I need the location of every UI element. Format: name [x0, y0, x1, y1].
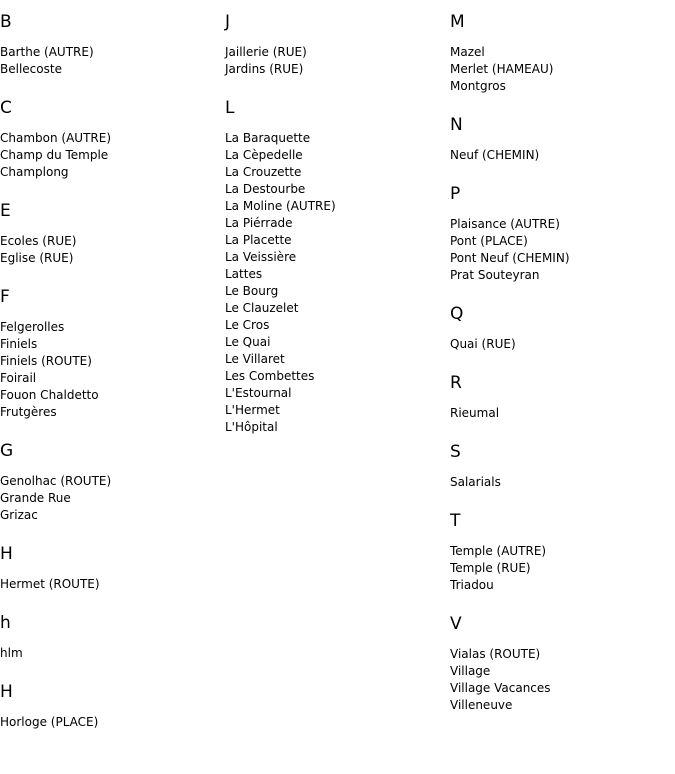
letter-group-h [0, 544, 225, 593]
street-link[interactable]: hlm [0, 646, 23, 660]
street-link[interactable]: La Moline (AUTRE) [225, 199, 336, 213]
letter-heading: Q [450, 304, 464, 324]
street-link[interactable]: Plaisance (AUTRE) [450, 217, 560, 231]
street-link[interactable]: Jaillerie (RUE) [225, 45, 307, 59]
street-link[interactable]: Jardins (RUE) [225, 62, 304, 76]
street-link[interactable]: Champ du Temple [0, 148, 109, 162]
street-link[interactable]: La Cèpedelle [225, 148, 303, 162]
street-link[interactable]: Frutgères [0, 405, 57, 419]
letter-heading: h [0, 613, 11, 633]
letter-heading: S [450, 442, 461, 462]
street-link[interactable]: Le Cros [225, 318, 270, 332]
letter-heading: H [0, 682, 13, 702]
street-link[interactable]: Fouon Chaldetto [0, 388, 99, 402]
street-link[interactable]: Rieumal [450, 406, 500, 420]
letter-group-h-second [0, 682, 225, 731]
letter-group-j [225, 12, 450, 78]
letter-heading: B [0, 12, 12, 32]
letter-heading: R [450, 373, 462, 393]
letter-heading: J [225, 12, 231, 32]
letter-group-q [450, 304, 675, 353]
street-link[interactable]: La Piérrade [225, 216, 293, 230]
letter-group-c [0, 98, 225, 181]
letter-heading: V [450, 614, 462, 634]
street-link[interactable]: Le Clauzelet [225, 301, 299, 315]
street-index-column-3 [450, 0, 675, 734]
street-link[interactable]: Le Quai [225, 335, 271, 349]
letter-heading: H [0, 544, 13, 564]
street-link[interactable]: Bellecoste [0, 62, 62, 76]
street-link[interactable]: Temple (AUTRE) [450, 544, 547, 558]
street-link[interactable]: Foirail [0, 371, 37, 385]
street-link[interactable]: Village Vacances [450, 681, 551, 695]
street-link[interactable]: Ecoles (RUE) [0, 234, 77, 248]
letter-group-t [450, 511, 675, 594]
letter-group-g [0, 441, 225, 524]
letter-heading: F [0, 287, 10, 307]
street-link[interactable]: Barthe (AUTRE) [0, 45, 94, 59]
street-link[interactable]: Finiels (ROUTE) [0, 354, 92, 368]
letter-group-s [450, 442, 675, 491]
street-link[interactable]: Quai (RUE) [450, 337, 516, 351]
street-link[interactable]: La Baraquette [225, 131, 311, 145]
street-link[interactable]: Salarials [450, 475, 501, 489]
letter-group-v [450, 614, 675, 714]
street-link[interactable]: Mazel [450, 45, 485, 59]
letter-group-r [450, 373, 675, 422]
street-link[interactable]: Les Combettes [225, 369, 315, 383]
street-link[interactable]: Le Villaret [225, 352, 285, 366]
street-link[interactable]: Temple (RUE) [450, 561, 531, 575]
street-link[interactable]: La Veissière [225, 250, 297, 264]
letter-group-l [225, 98, 450, 436]
street-link[interactable]: Le Bourg [225, 284, 279, 298]
street-link[interactable]: Vialas (ROUTE) [450, 647, 541, 661]
street-link[interactable]: Felgerolles [0, 320, 65, 334]
street-index-column-1 [0, 0, 225, 751]
street-link[interactable]: Chambon (AUTRE) [0, 131, 112, 145]
letter-heading: T [450, 511, 461, 531]
street-link[interactable]: Merlet (HAMEAU) [450, 62, 554, 76]
street-link[interactable]: Hermet (ROUTE) [0, 577, 100, 591]
street-link[interactable]: Village [450, 664, 491, 678]
street-link[interactable]: Pont Neuf (CHEMIN) [450, 251, 570, 265]
letter-heading: G [0, 441, 14, 461]
street-link[interactable]: La Destourbe [225, 182, 306, 196]
letter-group-h-lower [0, 613, 225, 662]
street-link[interactable]: L'Estournal [225, 386, 292, 400]
street-link[interactable]: Finiels [0, 337, 38, 351]
street-link[interactable]: Triadou [450, 578, 494, 592]
letter-group-m [450, 12, 675, 95]
letter-group-p [450, 184, 675, 284]
street-link[interactable]: Prat Souteyran [450, 268, 540, 282]
street-link[interactable]: Grizac [0, 508, 38, 522]
street-index-column-2 [225, 0, 450, 456]
street-link[interactable]: Eglise (RUE) [0, 251, 74, 265]
letter-group-f [0, 287, 225, 421]
street-link[interactable]: Pont (PLACE) [450, 234, 528, 248]
street-link[interactable]: Montgros [450, 79, 506, 93]
letter-heading: P [450, 184, 461, 204]
street-link[interactable]: La Crouzette [225, 165, 302, 179]
letter-group-e [0, 201, 225, 267]
letter-heading: N [450, 115, 463, 135]
street-link[interactable]: Champlong [0, 165, 69, 179]
street-link[interactable]: La Placette [225, 233, 292, 247]
street-link[interactable]: Villeneuve [450, 698, 513, 712]
street-link[interactable]: Neuf (CHEMIN) [450, 148, 540, 162]
street-link[interactable]: Grande Rue [0, 491, 71, 505]
street-link[interactable]: Horloge (PLACE) [0, 715, 99, 729]
street-link[interactable]: Lattes [225, 267, 263, 281]
street-link[interactable]: Genolhac (ROUTE) [0, 474, 112, 488]
letter-group-n [450, 115, 675, 164]
letter-heading: E [0, 201, 11, 221]
letter-group-b [0, 12, 225, 78]
letter-heading: L [225, 98, 235, 118]
street-link[interactable]: L'Hôpital [225, 420, 278, 434]
letter-heading: M [450, 12, 465, 32]
street-link[interactable]: L'Hermet [225, 403, 280, 417]
letter-heading: C [0, 98, 12, 118]
